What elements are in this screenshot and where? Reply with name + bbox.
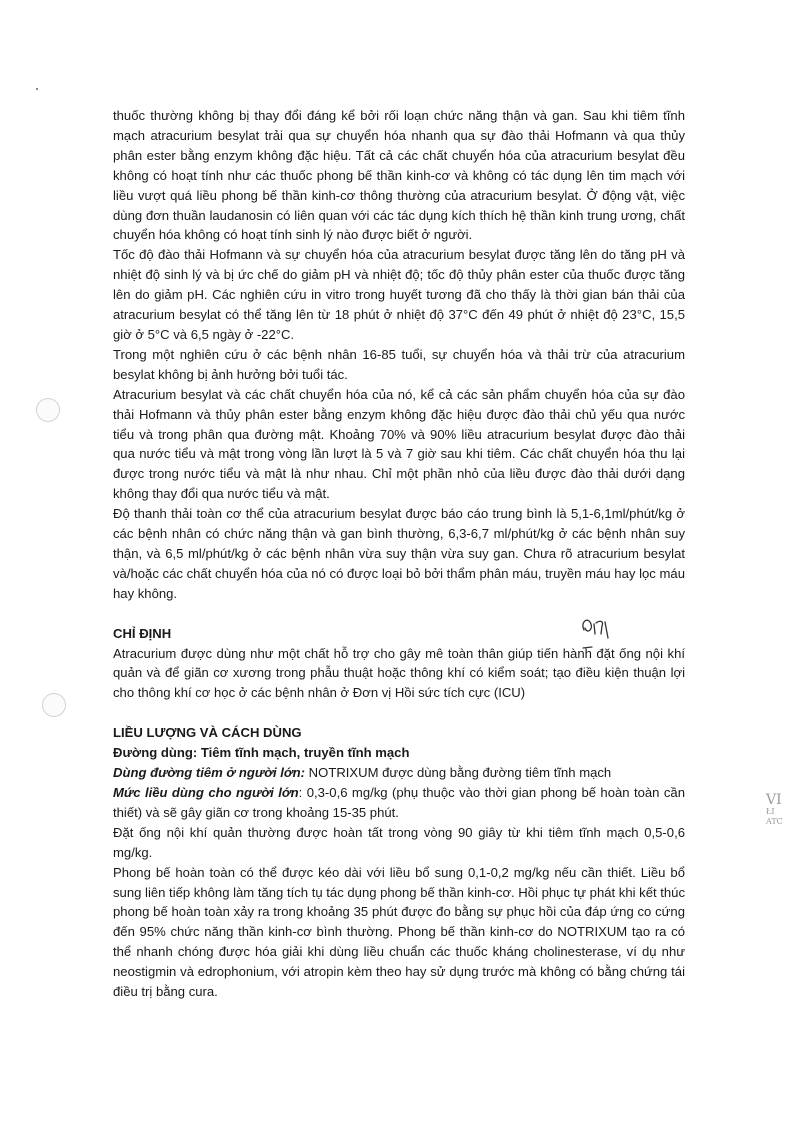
adult-route-line (113, 763, 685, 783)
paragraph-excretion: Atracurium besylat và các chất chuyển hóa của nó, kể cả các sản phẩm chuyển hóa của sự đào thải Hofmann và thủy phân ester bằng enzym không đặc hiệu được đào thải chủ yếu qua nước tiểu và trong phân qua đường mật. Khoảng 70% và 90% liều atracurium besylat được đào thải qua nước tiểu và mật trong vòng lần lượt là 5 và 7 giờ sau khi tiêm. Các chất chuyển hóa thu lại được trong nước tiểu và mật là như nhau. Chỉ một phần nhỏ của liều được đào thải dưới dạng không thay đổi qua nước tiểu và mật. (113, 386, 685, 502)
cut-off-margin-text (766, 794, 796, 827)
handwritten-initials-signature (578, 612, 618, 656)
scan-speck (36, 88, 38, 90)
indication-text: Atracurium được dùng như một chất hỗ trợ cho gây mê toàn thân giúp tiến hành đặt ống nội khí quản và để giãn cơ xương trong phẫu thuật hoặc thông khí có kiểm soát; tạo điều kiện thuận lợi cho thông khí cơ học ở các bệnh nhân ở Đơn vị Hồi sức tích cực (ICU) (113, 645, 685, 701)
margin-line-2: ŁI (766, 807, 775, 816)
adult-dose-text: : 0,3-0,6 mg/kg (phụ thuộc vào thời gian phong bế hoàn toàn cần thiết) và sẽ gây giãn cơ trong khoảng 15-35 phút. (113, 785, 685, 820)
document-body (113, 106, 685, 1002)
adult-dose-line (113, 783, 685, 823)
indication-heading: CHỈ ĐỊNH (113, 625, 172, 641)
margin-line-1: VI (766, 792, 782, 808)
punch-hole-top (36, 398, 60, 422)
adult-route-label: Dùng đường tiêm ở người lớn: (113, 765, 306, 781)
punch-hole-bottom (42, 693, 66, 717)
adult-dose-label: Mức liều dùng cho người lớn (113, 785, 299, 800)
maintenance-text: Phong bế hoàn toàn có thể được kéo dài với liều bổ sung 0,1-0,2 mg/kg nếu cần thiết. Liều bổ sung liên tiếp không làm tăng tích tụ tác dụng phong bế thần kinh-cơ. Hồi phục tự phát khi kết thúc phong bế hoàn toàn xảy ra trong khoảng 35 phút được đo bằng sự phục hồi của đáp ứng co cứng đến 95% chức năng thần kinh-cơ bình thường. Phong bế thần kinh-cơ do NOTRIXUM tạo ra có thể nhanh chóng được hóa giải khi dùng liều chuẩn các thuốc kháng cholinesterase, ví dụ như neostigmin và edrophonium, với atropin kèm theo hay sử dụng trước mà không có bằng chứng tái điều trị bằng cura. (113, 864, 686, 1000)
dosage-heading: LIỀU LƯỢNG VÀ CÁCH DÙNG (113, 725, 302, 741)
paragraph-metabolism-intro: thuốc thường không bị thay đổi đáng kể bởi rối loạn chức năng thận và gan. Sau khi tiêm tĩnh mạch atracurium besylat trải qua sự chuyển hóa nhanh qua sự đào thải Hofmann và qua thủy phân ester bằng enzym không đặc hiệu. Tất cả các chất chuyển hóa của atracurium besylat đều không có hoạt tính như các thuốc phong bế thần kinh-cơ và không có tác dụng lên tim mạch với liều vượt quá liều phong bế thần kinh-cơ thông thường của atracurium besylat. Ở động vật, việc dùng đơn thuần laudanosin có liên quan với các tác dụng kích thích hệ thần kinh trung ương, chất chuyển hóa không có hoạt tính sinh lý nào được biết ở người. (113, 108, 685, 243)
route-line: Đường dùng: Tiêm tĩnh mạch, truyền tĩnh mạch (113, 745, 410, 761)
paragraph-hofmann-rate: Tốc độ đào thải Hofmann và sự chuyển hóa của atracurium besylat được tăng lên do tăng pH và nhiệt độ sinh lý và bị ức chế do giảm pH và nhiệt độ; tốc độ thủy phân ester của thuốc được tăng lên do giảm pH. Các nghiên cứu in vitro trong huyết tương đã cho thấy là thời gian bán thải của atracurium besylat có thể tăng lên từ 18 phút ở nhiệt độ 37°C đến 49 phút ở nhiệt độ 23°C, 15,5 giờ ở 5°C và 6,5 ngày ở -22°C. (113, 247, 685, 342)
intubation-text: Đặt ống nội khí quản thường được hoàn tất trong vòng 90 giây từ khi tiêm tĩnh mạch 0,5-0,6 mg/kg. (113, 824, 685, 860)
adult-route-text: NOTRIXUM được dùng bằng đường tiêm tĩnh mạch (305, 765, 612, 781)
paragraph-age-study: Trong một nghiên cứu ở các bệnh nhân 16-85 tuổi, sự chuyển hóa và thải trừ của atracurium besylat không bị ảnh hưởng bởi tuổi tác. (113, 346, 685, 382)
paragraph-clearance: Độ thanh thải toàn cơ thể của atracurium besylat được báo cáo trung bình là 5,1-6,1ml/phút/kg ở các bệnh nhân có chức năng thận và gan bình thường, 6,3-6,7 ml/phút/kg ở các bệnh nhân suy thận, và 6,5 ml/phút/kg ở các bệnh nhân vừa suy thận vừa suy gan. Chưa rõ atracurium besylat và/hoặc các chất chuyển hóa của nó có được loại bỏ bởi thẩm phân máu, truyền máu hay lọc máu hay không. (113, 506, 685, 601)
margin-line-3: ATC (766, 817, 783, 826)
